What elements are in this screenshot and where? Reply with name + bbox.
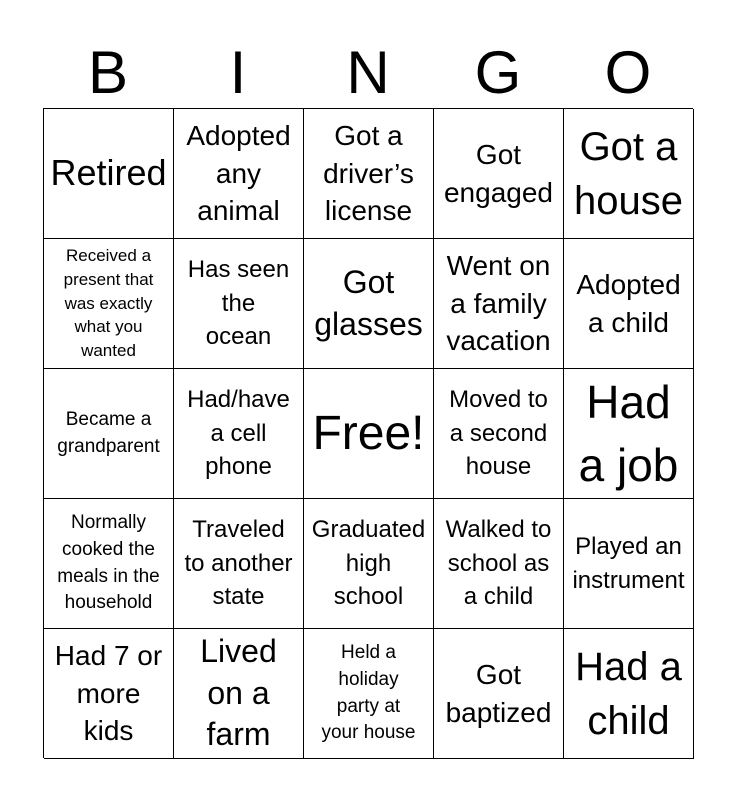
header-letter-g: G — [474, 39, 522, 106]
bingo-cell[interactable]: Got engaged — [434, 109, 564, 239]
bingo-cell[interactable]: Has seen the ocean — [174, 239, 304, 369]
bingo-cell[interactable]: Had 7 or more kids — [44, 629, 174, 759]
bingo-cell[interactable]: Graduated high school — [304, 499, 434, 629]
bingo-cell[interactable]: Adopted any animal — [174, 109, 304, 239]
header-letter-b: B — [87, 39, 129, 106]
bingo-cell[interactable]: Received a present that was exactly what you wanted — [44, 239, 174, 369]
header-letter-o: O — [604, 39, 652, 106]
bingo-cell[interactable]: Walked to school as a child — [434, 499, 564, 629]
bingo-cell[interactable]: Became a grandparent — [44, 369, 174, 499]
free-space-cell[interactable]: Free! — [304, 369, 434, 499]
bingo-header — [43, 38, 693, 108]
bingo-cell[interactable]: Had a child — [564, 629, 694, 759]
bingo-cell[interactable]: Retired — [44, 109, 174, 239]
bingo-cell[interactable]: Had a job — [564, 369, 694, 499]
bingo-cell[interactable]: Went on a family vacation — [434, 239, 564, 369]
bingo-cell[interactable]: Got a house — [564, 109, 694, 239]
bingo-cell[interactable]: Moved to a second house — [434, 369, 564, 499]
bingo-cell[interactable]: Got glasses — [304, 239, 434, 369]
bingo-cell[interactable]: Got a driver’s license — [304, 109, 434, 239]
bingo-cell[interactable]: Played an instrument — [564, 499, 694, 629]
bingo-cell[interactable]: Had/have a cell phone — [174, 369, 304, 499]
bingo-cell[interactable]: Traveled to another state — [174, 499, 304, 629]
header-letter-n: N — [346, 39, 390, 106]
bingo-cell[interactable]: Adopted a child — [564, 239, 694, 369]
bingo-cell[interactable]: Normally cooked the meals in the household — [44, 499, 174, 629]
bingo-cell[interactable]: Held a holiday party at your house — [304, 629, 434, 759]
bingo-cell[interactable]: Lived on a farm — [174, 629, 304, 759]
bingo-cell[interactable]: Got baptized — [434, 629, 564, 759]
header-letter-i: I — [229, 39, 247, 106]
bingo-grid — [43, 108, 693, 758]
